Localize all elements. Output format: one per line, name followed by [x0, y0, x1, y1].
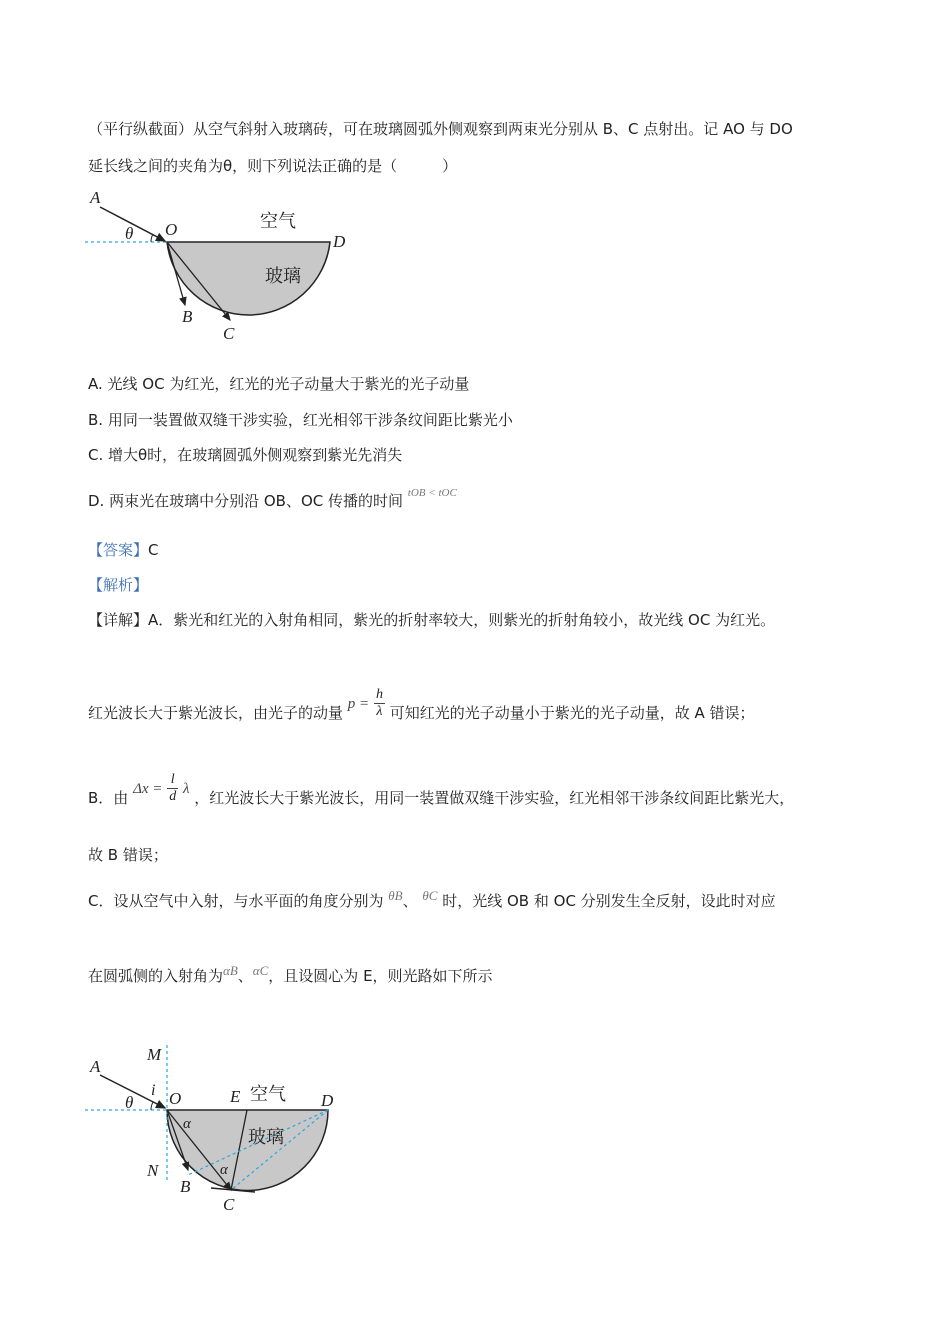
label-D: D: [333, 232, 346, 251]
label-N: N: [147, 1161, 159, 1180]
theta-c: θC: [422, 888, 438, 903]
label-O: O: [165, 220, 178, 239]
detail-p5: C．设从空气中入射，与水平面的角度分别为 θB、 θC 时，光线 OB 和 OC 分别发生全反射，设此时对应: [88, 888, 776, 910]
theta-arc: [151, 234, 153, 242]
glass-semicircle: [167, 242, 330, 315]
option-c: C. 增大θ时，在玻璃圆弧外侧观察到紫光先消失: [88, 446, 403, 464]
label-B-2: B: [180, 1177, 191, 1196]
label-B: B: [182, 307, 193, 326]
label-O-2: O: [169, 1089, 182, 1108]
label-air: 空气: [260, 211, 296, 231]
detail-tag: 【详解】: [88, 611, 149, 629]
label-alpha-2: α: [220, 1162, 228, 1178]
question-intro-line2: 延长线之间的夹角为θ，则下列说法正确的是（ ）: [88, 157, 458, 175]
answer-value: C: [148, 541, 159, 559]
fringe-formula-rhs: λ: [182, 781, 190, 797]
question-intro-line1: （平行纵截面）从空气斜射入玻璃砖，可在玻璃圆弧外侧观察到两束光分别从 B、C 点射出。记 AO 与 DO: [88, 120, 793, 138]
label-M: M: [147, 1045, 162, 1064]
glass-semicircle-2: [167, 1110, 328, 1191]
label-A: A: [90, 188, 101, 207]
label-E: E: [230, 1087, 241, 1106]
option-a: A. 光线 OC 为红光，红光的光子动量大于紫光的光子动量: [88, 375, 470, 393]
figure-2-diagram: [85, 1040, 355, 1220]
answer-tag: 【答案】: [88, 541, 149, 559]
answer-line: [88, 539, 159, 561]
option-d: D. 两束光在玻璃中分别沿 OB、OC 传播的时间 $^{tOB < tOC}$: [88, 487, 457, 510]
label-i: i: [151, 1082, 156, 1099]
label-D-2: D: [321, 1091, 334, 1110]
detail-p6: 在圆弧侧的入射角为αB、αC，且设圆心为 E，则光路如下所示: [88, 963, 493, 985]
fringe-formula-lhs: Δx =: [133, 781, 163, 797]
theta-arc-2: [151, 1102, 153, 1110]
analysis-tag: 【解析】: [88, 576, 149, 594]
alpha-c: αC: [252, 963, 269, 978]
momentum-formula-lhs: p =: [347, 696, 370, 712]
label-alpha-1: α: [183, 1116, 191, 1132]
option-b: B. 用同一装置做双缝干涉实验，红光相邻干涉条纹间距比紫光小: [88, 411, 513, 429]
fringe-fraction: $\frac{l}{d}$: [169, 772, 177, 804]
momentum-fraction: $\frac{h}{\lambda}$: [375, 687, 383, 719]
detail-p1: 【详解】A．紫光和红光的入射角相同，紫光的折射率较大，则紫光的折射角较小，故光线 OC 为红光。: [88, 611, 776, 629]
detail-p2: 红光波长大于紫光波长，由光子的动量 p = $\frac{h}{\lambda}$ 可知红光的光子动量小于紫光的光子动量，故 A 错误；: [88, 687, 755, 722]
alpha-b: αB: [223, 963, 238, 978]
figure-1-diagram: [85, 185, 375, 350]
label-glass-2: 玻璃: [248, 1127, 284, 1147]
label-A-2: A: [90, 1057, 101, 1076]
label-theta-2: θ: [125, 1093, 134, 1112]
option-d-math: tOB < tOC: [407, 487, 457, 499]
label-air-2: 空气: [250, 1084, 286, 1104]
detail-p3: B．由 Δx = $\frac{l}{d}$ λ ，红光波长大于紫光波长，用同一装置做双缝干涉实验，红光相邻干涉条纹间距比紫光大，: [88, 772, 795, 807]
label-C-2: C: [223, 1195, 235, 1214]
theta-b: θB: [388, 888, 403, 903]
label-C: C: [223, 324, 235, 343]
detail-p4: 故 B 错误；: [88, 846, 168, 864]
label-theta: θ: [125, 224, 134, 243]
label-glass: 玻璃: [265, 266, 301, 286]
